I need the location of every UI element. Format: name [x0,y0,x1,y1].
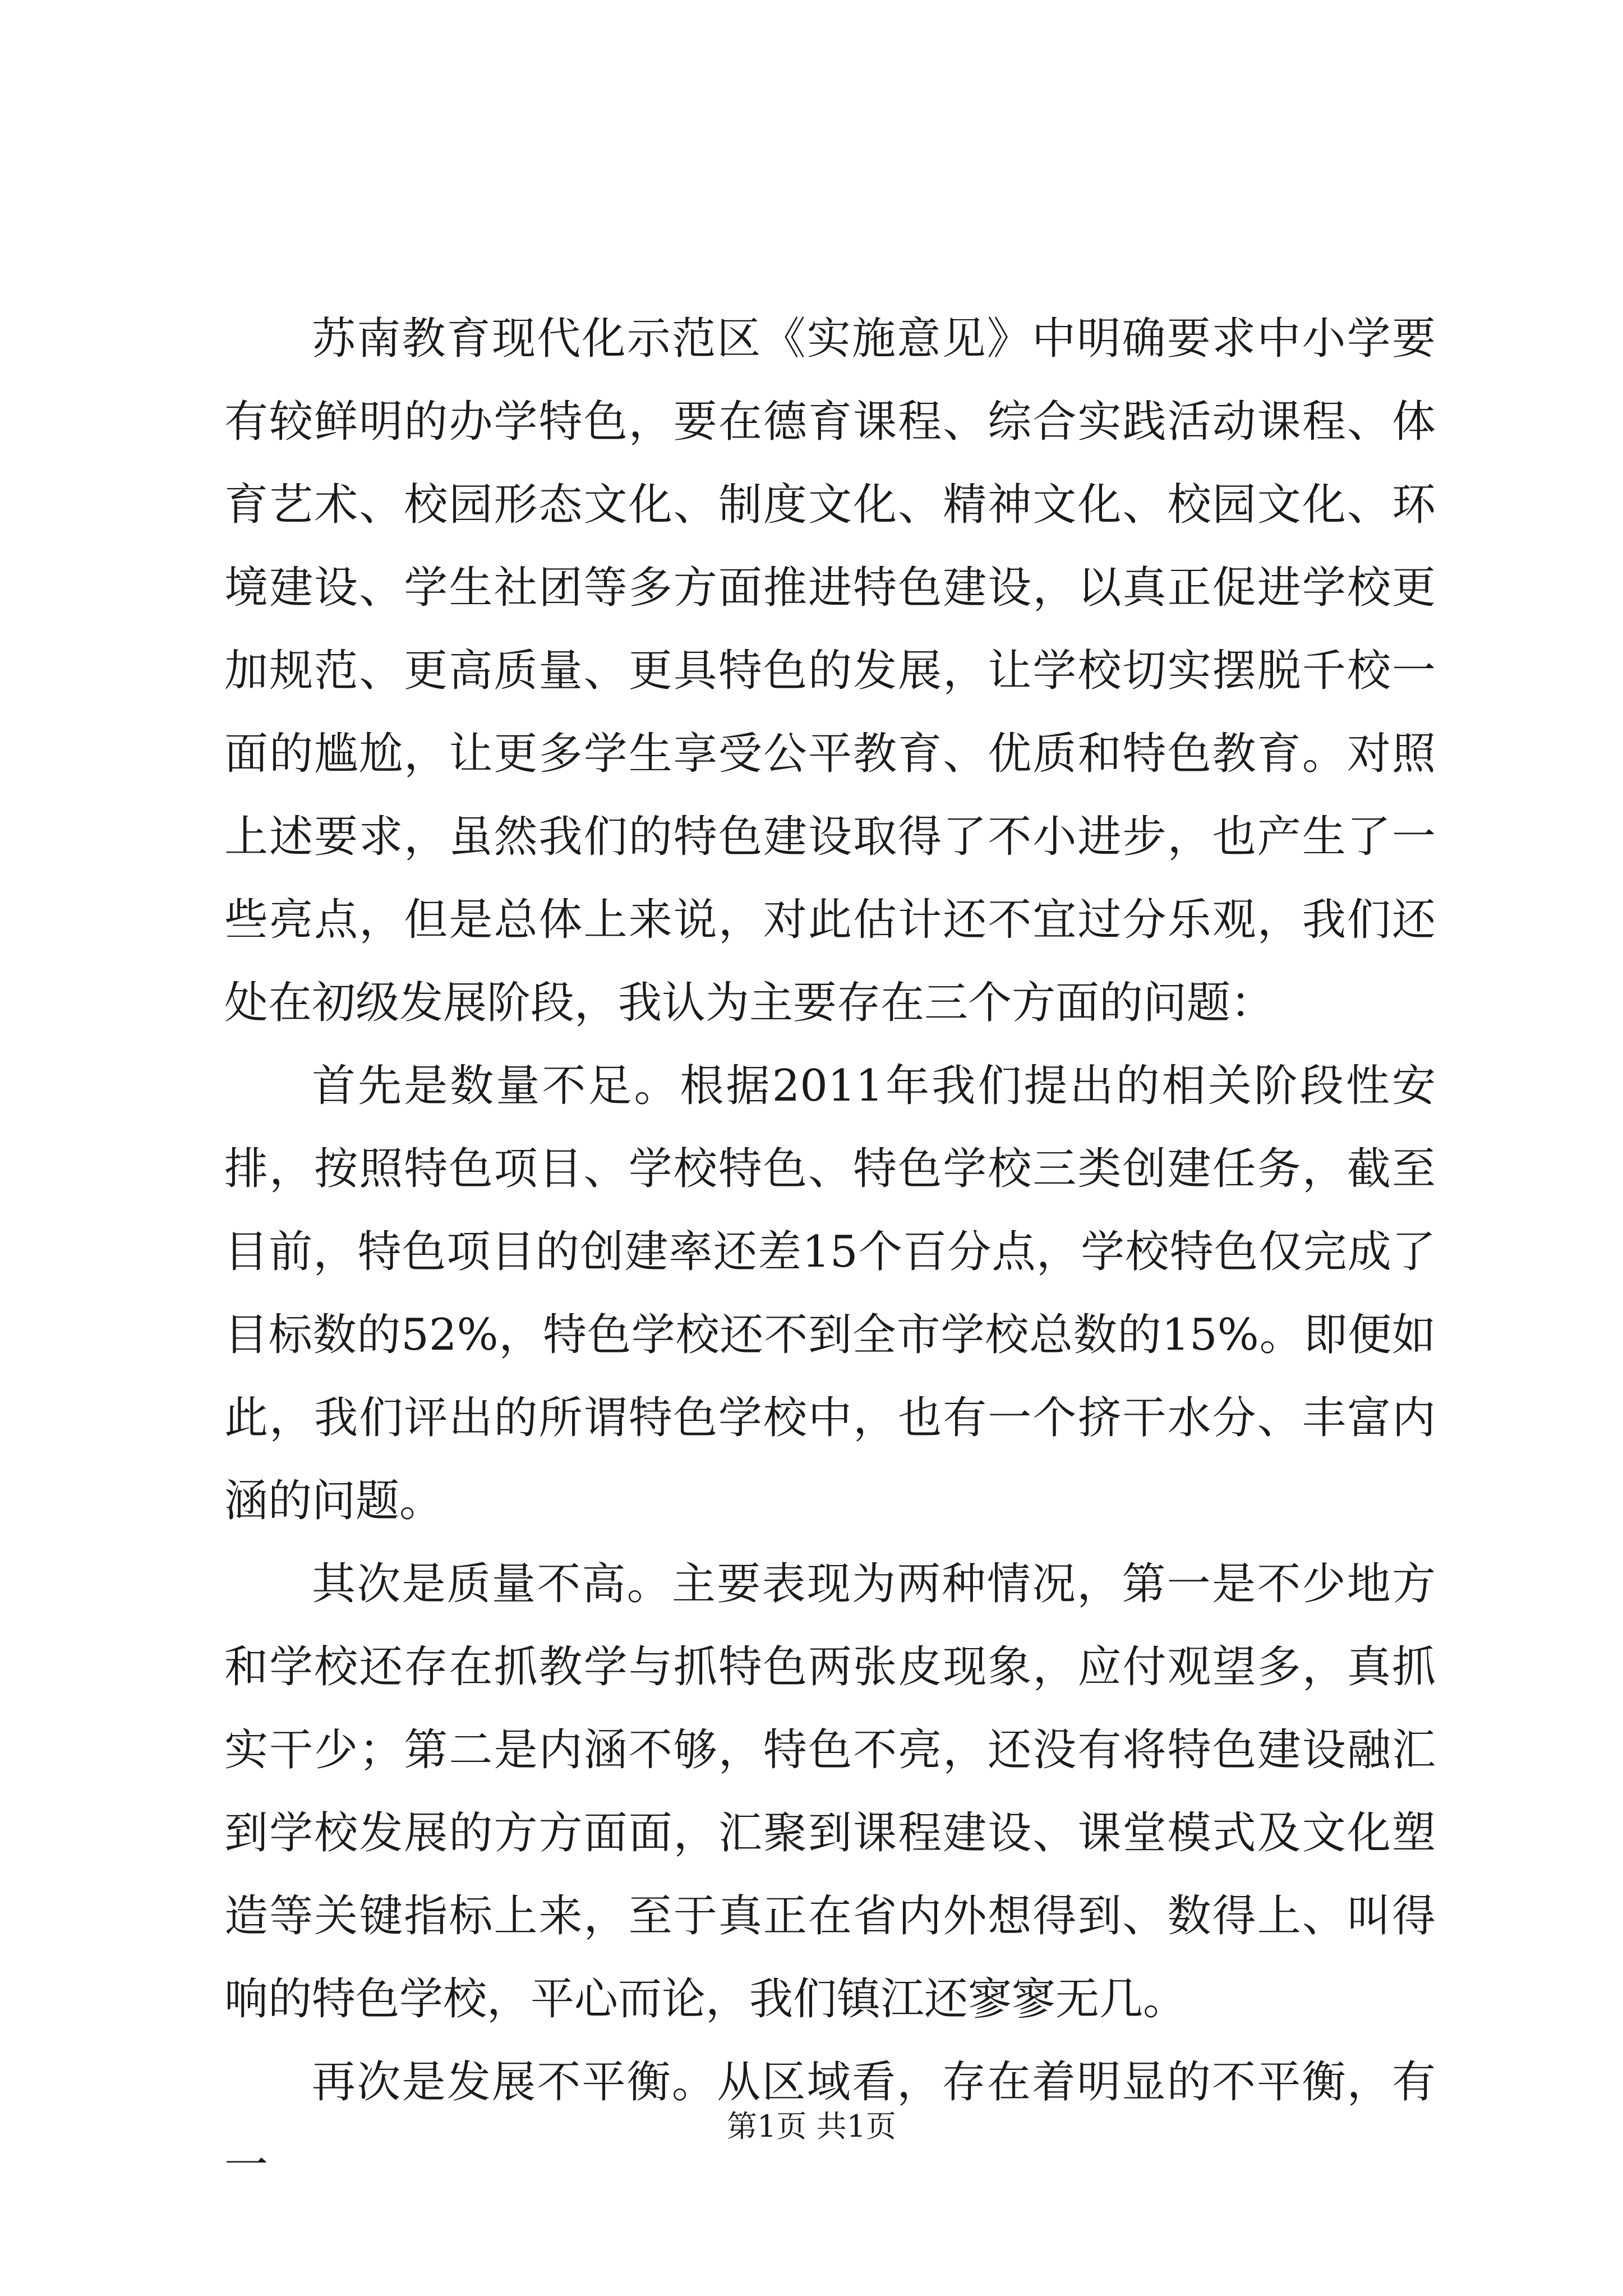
paragraph: 其次是质量不高。主要表现为两种情况，第一是不少地方和学校还存在抓教学与抓特色两张皮现象，应付观望多，真抓实干少；第二是内涵不够，特色不亮，还没有将特色建设融汇到学校发展的方方面面，汇聚到课程建设、课堂模式及文化塑造等关键指标上来，至于真正在省内外想得到、数得上、叫得响的特色学校，平心而论，我们镇江还寥寥无几。 [224,1559,1436,2024]
page-footer: 第1页 共1页 [727,2109,896,2144]
document-body [224,297,1436,2207]
paragraph: 苏南教育现代化示范区《实施意见》中明确要求中小学要有较鲜明的办学特色，要在德育课程、综合实践活动课程、体育艺术、校园形态文化、制度文化、精神文化、校园文化、环境建设、学生社团等多方面推进特色建设，以真正促进学校更加规范、更高质量、更具特色的发展，让学校切实摆脱千校一面的尴尬，让更多学生享受公平教育、优质和特色教育。对照上述要求，虽然我们的特色建设取得了不小进步，也产生了一些亮点，但是总体上来说，对此估计还不宜过分乐观，我们还处在初级发展阶段，我认为主要存在三个方面的问题： [224,314,1436,1028]
paragraph: 首先是数量不足。根据2011年我们提出的相关阶段性安排，按照特色项目、学校特色、特色学校三类创建任务，截至目前，特色项目的创建率还差15个百分点，学校特色仅完成了目标数的52%，特色学校还不到全市学校总数的15%。即便如此，我们评出的所谓特色学校中，也有一个挤干水分、丰富内涵的问题。 [224,1061,1436,1526]
paragraph: 再次是发展不平衡。从区域看，存在着明显的不平衡，有一 [224,2057,1436,2191]
